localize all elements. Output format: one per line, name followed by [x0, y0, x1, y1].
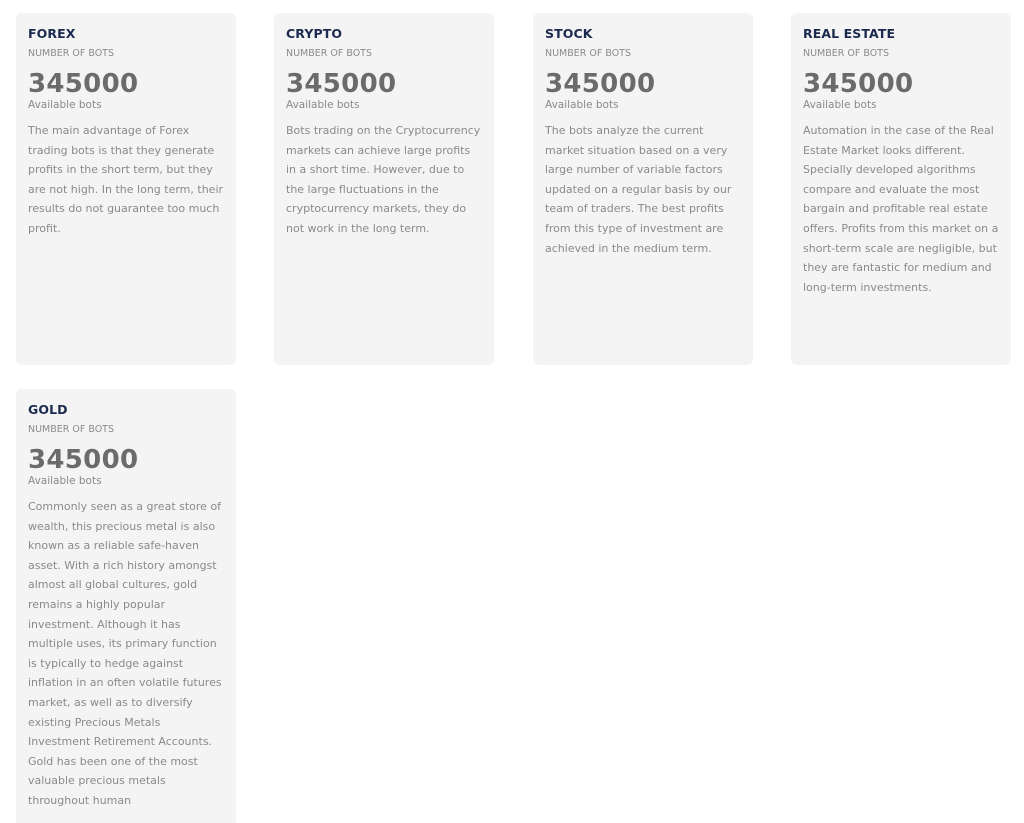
bot-count-label: Available bots — [286, 99, 360, 111]
card-subtitle: NUMBER OF BOTS — [286, 48, 373, 59]
card-gold — [16, 389, 236, 823]
card-real-estate — [791, 13, 1011, 365]
card-title: CRYPTO — [286, 26, 343, 41]
card-title: STOCK — [545, 26, 593, 41]
card-title: GOLD — [28, 402, 68, 417]
card-subtitle: NUMBER OF BOTS — [545, 48, 632, 59]
card-description: Bots trading on the Cryptocurrency markets can achieve large profits in a short time. However, due to the large fluctuations in the cryptocurrency markets, they do not work in the long term. — [286, 124, 481, 235]
card-stock — [533, 13, 753, 365]
bot-count: 345000 — [286, 69, 397, 99]
bot-count-label: Available bots — [803, 99, 877, 111]
bot-count: 345000 — [545, 69, 656, 99]
card-forex — [16, 13, 236, 365]
card-description: Commonly seen as a great store of wealth, this precious metal is also known as a reliable safe-haven asset. With a rich history amongst almost all global cultures, gold remains a highly popular investment. Although it has multiple uses, its primary function is typically to hedge against inflation in an often volatile futures market, as well as to diversify existing Precious Metals Investment Retirement Accounts. Gold has been one of the most valuable precious metals throughout human — [28, 500, 222, 807]
bot-count: 345000 — [28, 69, 139, 99]
bot-count-label: Available bots — [545, 99, 619, 111]
card-subtitle: NUMBER OF BOTS — [803, 48, 890, 59]
card-description: The main advantage of Forex trading bots is that they generate profits in the short term, but they are not high. In the long term, their results do not guarantee too much profit. — [28, 124, 224, 235]
card-description: The bots analyze the current market situation based on a very large number of variable factors updated on a regular basis by our team of traders. The best profits from this type of investment are achieved in the medium term. — [545, 124, 732, 255]
card-title: FOREX — [28, 26, 76, 41]
card-crypto — [274, 13, 494, 365]
bot-count: 345000 — [28, 445, 139, 475]
bot-count-label: Available bots — [28, 99, 102, 111]
bot-count-label: Available bots — [28, 475, 102, 487]
card-title: REAL ESTATE — [803, 26, 896, 41]
card-subtitle: NUMBER OF BOTS — [28, 424, 115, 435]
card-subtitle: NUMBER OF BOTS — [28, 48, 115, 59]
bot-count: 345000 — [803, 69, 914, 99]
card-description: Automation in the case of the Real Estate Market looks different. Specially developed algorithms compare and evaluate the most bargain and profitable real estate offers. Profits from this market on a short-term scale are negligible, but they are fantastic for medium and long-term investments. — [803, 124, 999, 294]
